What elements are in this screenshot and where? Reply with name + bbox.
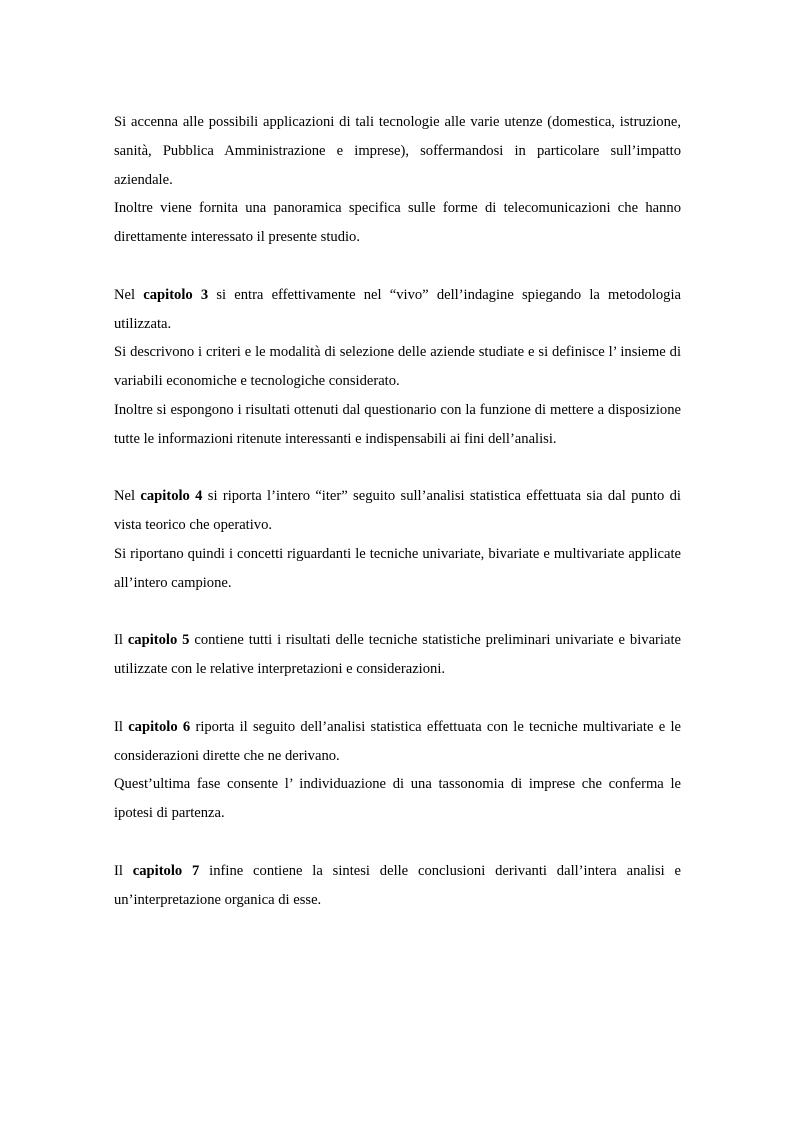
chapter-ref-3: capitolo 3 xyxy=(143,286,209,303)
paragraph-capitolo-5: Il capitolo 5 contiene tutti i risultati delle tecniche statistiche preliminari univariate e bivariate utilizzate con le relative interpretazioni e considerazioni. xyxy=(114,632,681,678)
paragraph-capitolo-6: Il capitolo 6 riporta il seguito dell’analisi statistica effettuata con le tecniche multivariate e le considerazioni dirette che ne derivano. xyxy=(114,718,681,764)
paragraph-capitolo-7: Il capitolo 7 infine contiene la sintesi delle conclusioni derivanti dall’intera analisi e un’interpretazione organica di esse. xyxy=(114,862,681,908)
document-page xyxy=(114,108,681,914)
paragraph-tecniche: Si riportano quindi i concetti riguardanti le tecniche univariate, bivariate e multivariate applicate all’intero campione. xyxy=(114,545,681,591)
chapter-ref-5: capitolo 5 xyxy=(127,632,190,649)
chapter-ref-7: capitolo 7 xyxy=(132,862,200,879)
chapter-ref-4: capitolo 4 xyxy=(140,488,203,505)
paragraph-applicazioni: Si accenna alle possibili applicazioni di tali tecnologie alle varie utenze (domestica, istruzione, sanità, Pubblica Amministrazione e imprese), soffermandosi in particolare sull’impatto aziendale. xyxy=(114,114,681,188)
paragraph-risultati-questionario: Inoltre si espongono i risultati ottenuti dal questionario con la funzione di mettere a disposizione tutte le informazioni ritenute interessanti e indispensabili ai fini dell’analisi. xyxy=(114,401,681,447)
chapter-ref-6: capitolo 6 xyxy=(128,718,191,735)
paragraph-tassonomia: Quest’ultima fase consente l’ individuazione di una tassonomia di imprese che conferma le ipotesi di partenza. xyxy=(114,776,681,822)
paragraph-capitolo-3: Nel capitolo 3 si entra effettivamente nel “vivo” dell’indagine spiegando la metodologia utilizzata. xyxy=(114,286,681,332)
paragraph-panoramica: Inoltre viene fornita una panoramica specifica sulle forme di telecomunicazioni che hanno direttamente interessato il presente studio. xyxy=(114,200,681,246)
paragraph-criteri: Si descrivono i criteri e le modalità di selezione delle aziende studiate e si definisce l’ insieme di variabili economiche e tecnologiche considerato. xyxy=(114,344,681,390)
paragraph-capitolo-4: Nel capitolo 4 si riporta l’intero “iter” seguito sull’analisi statistica effettuata sia dal punto di vista teorico che operativo. xyxy=(114,488,681,534)
